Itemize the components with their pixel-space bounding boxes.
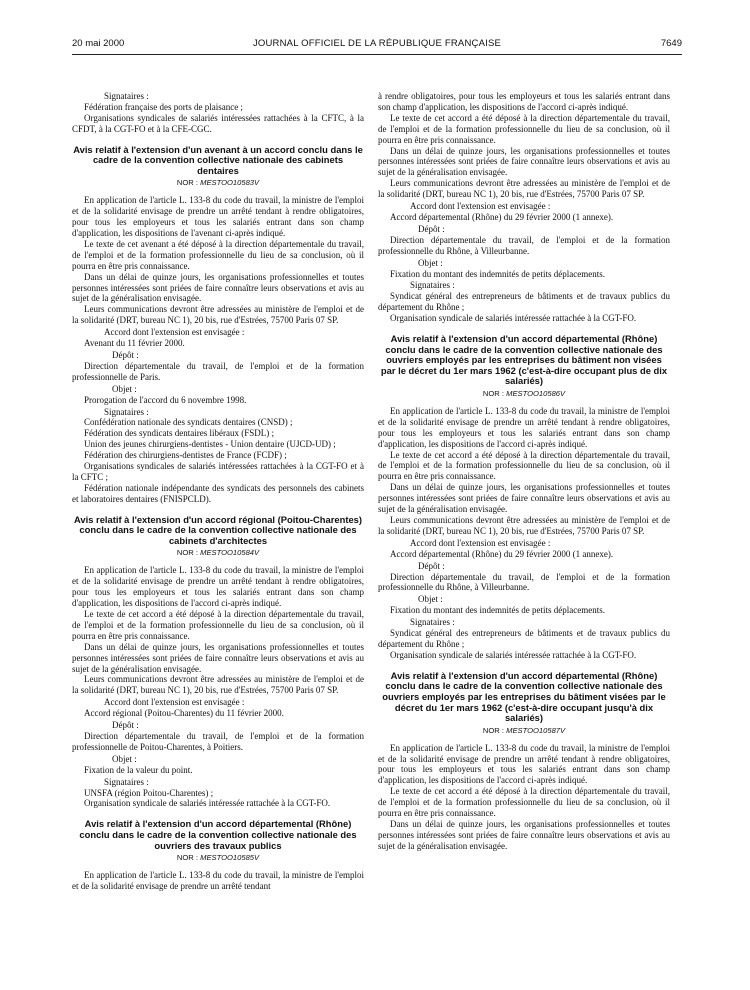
nor-code: MESTOO10583V xyxy=(200,178,260,188)
nor-prefix: NOR : xyxy=(482,389,505,398)
value: Accord départemental (Rhône) du 29 février 2000 (1 annexe). xyxy=(390,548,614,559)
signatory: Union des jeunes chirurgiens-dentistes - Union dentaire (UJCD-UD) ; xyxy=(84,439,336,450)
paragraph: En application de l'article L. 133-8 du code du travail, la ministre de l'emploi et de la solidarité envisage de prendre un arrêté tendant à rendre obligatoires, pour tous les employeurs et tous les salariés entrant dans son champ d'application, les dispositions de l'accord ci-après indiqué. xyxy=(378,405,670,449)
nor-prefix: NOR : xyxy=(482,725,505,735)
signatory: Organisation syndicale de salariés intéressée rattachée à la CGT-FO. xyxy=(84,798,331,809)
value: Direction départementale du travail, de l'emploi et de la formation professionnelle du Rhône, à Villeurbanne. xyxy=(378,571,670,593)
notice-title: Avis relatif à l'extension d'un accord départemental (Rhône) conclu dans le cadre de la convention collective nationale des ouvriers employés par les entreprises du bâtiment visées par le décret du 1er mars 1962 (c'est-à-dire occupant jusqu'à dix salariés) xyxy=(382,669,666,724)
value: Accord régional (Poitou-Charentes) du 11 février 2000. xyxy=(84,708,284,719)
paragraph: Leurs communications devront être adressées au ministère de l'emploi et de la solidarité (DRT, bureau NC 1), 20 bis, rue d'Estrées, 75700 Paris 07 SP. xyxy=(72,674,364,696)
notice-title: Avis relatif à l'extension d'un accord départemental (Rhône) conclu dans le cadre de la convention collective nationale des ouvriers employés par les entreprises du bâtiment non visées par le décret du 1er mars 1962 (c'est-à-dire occupant plus de dix salariés) xyxy=(380,333,668,387)
label-depot: Dépôt : xyxy=(112,720,139,731)
right-column xyxy=(378,91,670,852)
notice-title: Avis relatif à l'extension d'un accord départemental (Rhône) conclu dans le cadre de la convention collective nationale des ouvriers des travaux publics xyxy=(79,818,357,851)
label-signataires: Signataires : xyxy=(410,617,455,628)
signatory: Fédération française des ports de plaisance ; xyxy=(84,101,243,112)
value: Prorogation de l'accord du 6 novembre 1998. xyxy=(84,394,247,405)
label-depot: Dépôt : xyxy=(418,560,445,571)
label-signataires: Signataires : xyxy=(104,406,149,417)
value: Accord départemental (Rhône) du 29 février 2000 (1 annexe). xyxy=(390,211,614,222)
paragraph: En application de l'article L. 133-8 du code du travail, la ministre de l'emploi et de la solidarité envisage de prendre un arrêté tendant à rendre obligatoires, pour tous les employeurs et tous les salariés entrant dans son champ d'application, les dispositions de l'accord ci-après indiqué. xyxy=(72,565,364,609)
signatory: Fédération des chirurgiens-dentistes de France (FCDF) ; xyxy=(84,450,287,461)
paragraph: Dans un délai de quinze jours, les organisations professionnelles et toutes personnes intéressées sont priées de faire connaître leurs observations et avis au sujet de la généralisation envisagée. xyxy=(378,482,670,515)
nor-reference xyxy=(72,853,364,864)
nor-reference xyxy=(72,548,364,559)
value: Fixation de la valeur du point. xyxy=(84,764,193,775)
signatory: Organisations syndicales de salariés intéressées rattachées à la CGT-FO et à la CFTC ; xyxy=(72,461,364,482)
paragraph: Le texte de cet avenant a été déposé à la direction départementale du travail, de l'emploi et de la formation professionnelle du lieu de sa conclusion, où il pourra en être pris connaissance. xyxy=(72,238,364,271)
value: Avenant du 11 février 2000. xyxy=(84,338,185,349)
label-objet: Objet : xyxy=(418,594,443,605)
label-depot: Dépôt : xyxy=(112,350,139,360)
notice-title: Avis relatif à l'extension d'un accord régional (Poitou-Charentes) conclu dans le cadre de la convention collective nationale des cabinets d'architectes xyxy=(73,513,363,546)
left-column xyxy=(72,90,364,892)
label-signataires: Signataires : xyxy=(104,91,149,101)
nor-code: MESTOO10584V xyxy=(200,548,260,558)
signatory: Confédération nationale des syndicats dentaires (CNSD) ; xyxy=(84,417,293,428)
label-accord: Accord dont l'extension est envisagée : xyxy=(410,537,551,548)
paragraph: Le texte de cet accord a été déposé à la direction départementale du travail, de l'emploi et de la formation professionnelle du lieu de sa conclusion, où il pourra en être pris connaissance. xyxy=(378,449,670,482)
header-date: 20 mai 2000 xyxy=(72,38,125,49)
paragraph: En application de l'article L. 133-8 du code du travail, la ministre de l'emploi et de la solidarité envisage de prendre un arrêté tendant xyxy=(72,870,364,891)
nor-reference xyxy=(378,726,670,737)
notice-title: Avis relatif à l'extension d'un avenant à un accord conclu dans le cadre de la convention collective nationale des cabinets dentaires xyxy=(73,143,363,176)
signatory: Syndicat général des entrepreneurs de bâtiments et de travaux publics du département du Rhône ; xyxy=(378,291,670,313)
value: Direction départementale du travail, de l'emploi et de la formation professionnelle de Poitou-Charentes, à Poitiers. xyxy=(72,730,364,752)
paragraph: Dans un délai de quinze jours, les organisations professionnelles et toutes personnes intéressées sont priées de faire connaître leurs observations et avis au sujet de la généralisation envisagée. xyxy=(72,271,364,304)
label-objet: Objet : xyxy=(418,257,443,268)
paragraph: Le texte de cet accord a été déposé à la direction départementale du travail, de l'emploi et de la formation professionnelle du lieu de sa conclusion, où il pourra en être pris connaissance. xyxy=(378,112,670,145)
label-signataires: Signataires : xyxy=(104,776,149,787)
paragraph: En application de l'article L. 133-8 du code du travail, la ministre de l'emploi et de la solidarité envisage de prendre un arrêté tendant à rendre obligatoires, pour tous les employeurs et tous les salariés entrant dans son champ d'application, les dispositions de l'accord ci-après indiqué. xyxy=(378,742,670,786)
paragraph: à rendre obligatoires, pour tous les employeurs et tous les salariés entrant dans son champ d'application, les dispositions de l'accord ci-après indiqué. xyxy=(378,91,670,112)
signatory: Fédération des syndicats dentaires libéraux (FSDL) ; xyxy=(84,428,274,439)
paragraph: Dans un délai de quinze jours, les organisations professionnelles et toutes personnes intéressées sont priées de faire connaître leurs observations et avis au sujet de la généralisation envisagée. xyxy=(378,145,670,178)
paragraph: Leurs communications devront être adressées au ministère de l'emploi et de la solidarité (DRT, bureau NC 1), 20 bis, rue d'Estrées, 75700 Paris 07 SP. xyxy=(378,514,670,536)
signatory: Organisation syndicale de salariés intéressée rattachée à la CGT-FO. xyxy=(390,313,637,324)
label-objet: Objet : xyxy=(112,383,137,394)
nor-code: MESTOO10586V xyxy=(506,389,566,398)
nor-prefix: NOR : xyxy=(176,548,199,558)
page-header xyxy=(72,38,682,52)
header-rule xyxy=(72,54,682,55)
value: Direction départementale du travail, de l'emploi et de la formation professionnelle de Paris. xyxy=(72,360,364,382)
paragraph: Leurs communications devront être adressées au ministère de l'emploi et de la solidarité (DRT, bureau NC 1), 20 bis, rue d'Estrées, 75700 Paris 07 SP. xyxy=(72,304,364,326)
nor-code: MESTOO10587V xyxy=(506,725,566,735)
value: Fixation du montant des indemnités de petits déplacements. xyxy=(390,605,605,616)
label-signataires: Signataires : xyxy=(410,280,455,291)
paragraph: Dans un délai de quinze jours, les organisations professionnelles et toutes personnes intéressées sont priées de faire connaître leurs observations et avis au sujet de la généralisation envisagée. xyxy=(378,818,670,851)
paragraph: Le texte de cet accord a été déposé à la direction départementale du travail, de l'emploi et de la formation professionnelle du lieu de sa conclusion, où il pourra en être pris connaissance. xyxy=(72,609,364,641)
nor-reference xyxy=(378,389,670,400)
paragraph: En application de l'article L. 133-8 du code du travail, la ministre de l'emploi et de la solidarité envisage de prendre un arrêté tendant à rendre obligatoires, pour tous les employeurs et tous les salariés entrant dans son champ d'application, les dispositions de l'avenant ci-après indiqué. xyxy=(72,195,364,239)
signatory: Organisation syndicale de salariés intéressée rattachée à la CGT-FO. xyxy=(390,649,637,660)
signatory: Syndicat général des entrepreneurs de bâtiments et de travaux publics du département du Rhône ; xyxy=(378,628,670,649)
value: Direction départementale du travail, de l'emploi et de la formation professionnelle du Rhône, à Villeurbanne. xyxy=(378,234,670,256)
nor-prefix: NOR : xyxy=(176,178,199,188)
nor-prefix: NOR : xyxy=(176,853,199,863)
nor-reference xyxy=(72,178,364,189)
label-accord: Accord dont l'extension est envisagée : xyxy=(104,697,245,708)
label-accord: Accord dont l'extension est envisagée : xyxy=(104,327,245,338)
label-objet: Objet : xyxy=(112,753,137,764)
label-depot: Dépôt : xyxy=(418,223,445,234)
nor-code: MESTOO10585V xyxy=(200,853,260,863)
paragraph: Le texte de cet accord a été déposé à la direction départementale du travail, de l'emploi et de la formation professionnelle du lieu de sa conclusion, où il pourra en être pris connaissance. xyxy=(378,786,670,819)
header-journal-title: JOURNAL OFFICIEL DE LA RÉPUBLIQUE FRANÇAISE xyxy=(252,38,502,49)
paragraph: Dans un délai de quinze jours, les organisations professionnelles et toutes personnes intéressées sont priées de faire connaître leurs observations et avis au sujet de la généralisation envisagée. xyxy=(72,641,364,674)
paragraph: Leurs communications devront être adressées au ministère de l'emploi et de la solidarité (DRT, bureau NC 1), 20 bis, rue d'Estrées, 75700 Paris 07 SP. xyxy=(378,178,670,200)
signatory: Organisations syndicales de salariés intéressées rattachées à la CFTC, à la CFDT, à la CGT-FO et à la CFE-CGC. xyxy=(72,112,364,134)
signatory: Fédération nationale indépendante des syndicats des personnels des cabinets et laboratoires dentaires (FNISPCLD). xyxy=(72,482,364,504)
value: Fixation du montant des indemnités de petits déplacements. xyxy=(390,268,605,279)
label-accord: Accord dont l'extension est envisagée : xyxy=(410,201,551,212)
signatory: UNSFA (région Poitou-Charentes) ; xyxy=(84,787,214,798)
header-page-number: 7649 xyxy=(660,38,682,49)
